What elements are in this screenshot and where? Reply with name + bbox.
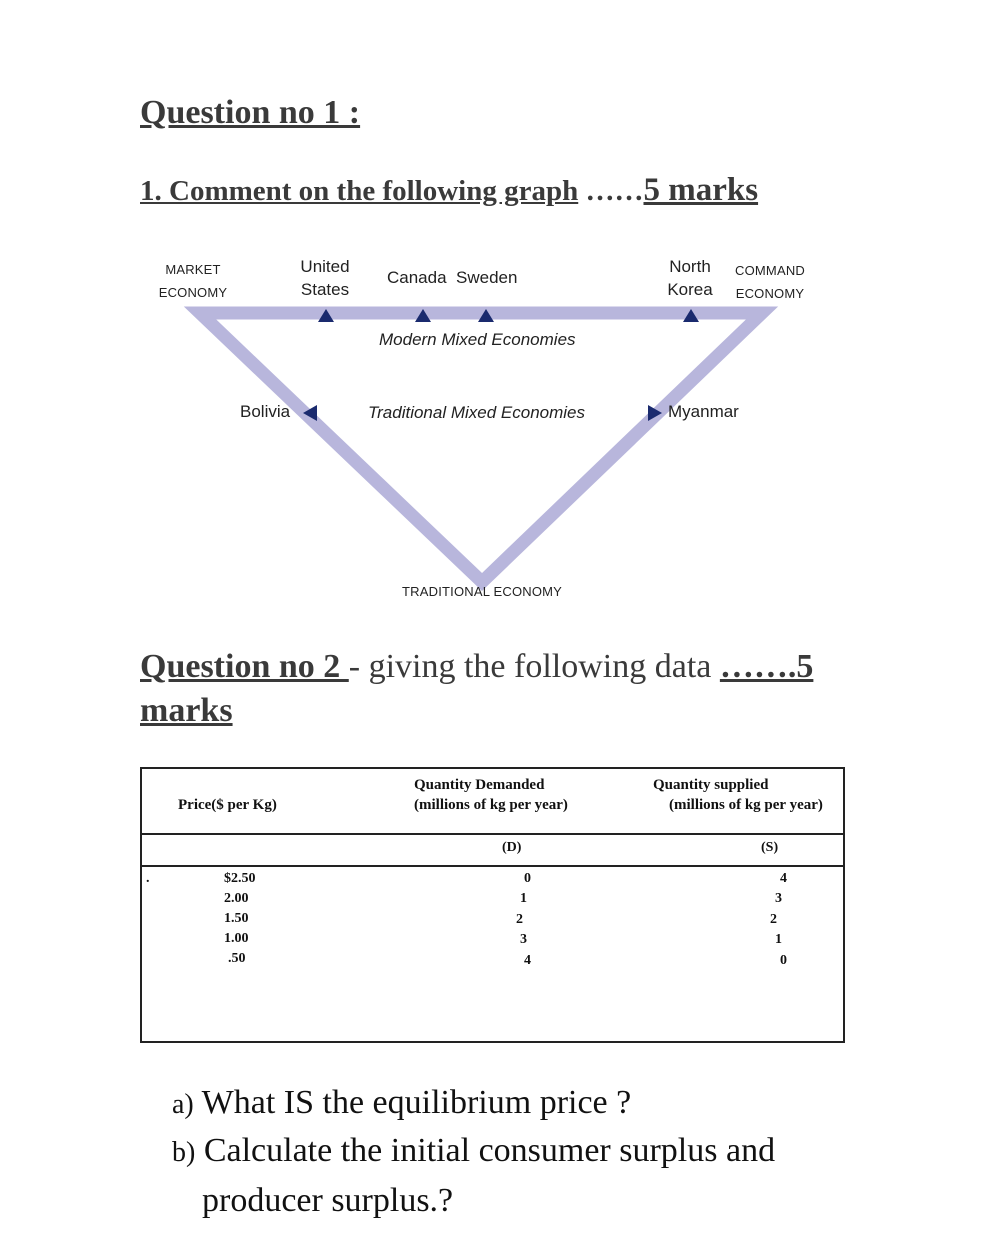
triangle-band — [200, 313, 762, 582]
supplied-value: 4 — [780, 871, 787, 886]
united-states-line2: States — [300, 280, 350, 299]
united-states-label — [292, 255, 358, 301]
market-economy-line1: MARKET — [165, 262, 221, 277]
question-2-marks: …….5 marks — [140, 648, 814, 729]
supply-demand-table — [140, 767, 845, 1043]
header-price: Price($ per Kg) — [178, 797, 277, 813]
price-value: 2.00 — [224, 891, 249, 906]
header-quantity-demanded — [414, 775, 568, 815]
demand-symbol: (D) — [502, 840, 522, 855]
canada-sweden-label: Canada Sweden — [387, 268, 518, 287]
north-korea-label — [658, 255, 722, 301]
price-value: 1.00 — [224, 931, 249, 946]
market-economy-line2: ECONOMY — [158, 285, 228, 300]
table-divider-2 — [142, 865, 843, 867]
header-supplied-line1: Quantity supplied — [653, 777, 769, 793]
modern-mixed-label: Modern Mixed Economies — [379, 330, 576, 349]
question-b — [172, 1128, 775, 1176]
header-supplied-line2: (millions of kg per year) — [669, 797, 823, 813]
traditional-economy-label: TRADITIONAL ECONOMY — [402, 584, 563, 599]
north-korea-line1: North — [669, 257, 711, 276]
question-a — [172, 1080, 775, 1128]
question-1-marks: 5 marks — [643, 172, 759, 208]
command-economy-line1: COMMAND — [734, 263, 805, 278]
header-demanded-line1: Quantity Demanded — [414, 777, 545, 793]
question-2-title: Question no 2 — [140, 648, 349, 685]
price-value: $2.50 — [224, 871, 256, 886]
demanded-value: 0 — [524, 871, 531, 886]
sub-questions — [172, 1080, 775, 1224]
question-2-heading — [140, 645, 860, 733]
question-1-prompt-text: 1. Comment on the following graph — [140, 175, 579, 207]
question-2-text: - giving the following data — [348, 648, 720, 685]
united-states-line1: United — [300, 257, 350, 276]
row-marker: . — [146, 871, 150, 886]
market-economy-label — [158, 258, 228, 304]
demanded-value: 2 — [516, 912, 523, 927]
supplied-value: 3 — [775, 891, 782, 906]
command-economy-label — [728, 259, 812, 305]
question-1-dots: …… — [585, 175, 644, 207]
price-column — [224, 869, 256, 969]
supplied-value: 1 — [775, 932, 782, 947]
header-demanded-line2: (millions of kg per year) — [414, 797, 568, 813]
demanded-value: 3 — [520, 932, 527, 947]
header-quantity-supplied — [653, 775, 823, 815]
question-b-label: b) — [172, 1137, 196, 1168]
bolivia-label: Bolivia — [240, 402, 291, 421]
demanded-value: 4 — [524, 953, 531, 968]
north-korea-line2: Korea — [667, 280, 713, 299]
question-a-text: What IS the equilibrium price ? — [201, 1084, 632, 1121]
demanded-value: 1 — [520, 891, 527, 906]
question-1-heading: Question no 1 : — [140, 94, 361, 131]
question-a-label: a) — [172, 1089, 194, 1120]
supplied-value: 0 — [780, 953, 787, 968]
supplied-value: 2 — [770, 912, 777, 927]
price-value: 1.50 — [224, 911, 249, 926]
question-b-text: Calculate the initial consumer surplus and — [203, 1132, 776, 1169]
supply-symbol: (S) — [761, 840, 779, 855]
myanmar-label: Myanmar — [668, 402, 739, 421]
price-value: .50 — [228, 951, 246, 966]
command-economy-line2: ECONOMY — [735, 286, 805, 301]
table-divider-1 — [142, 833, 843, 835]
traditional-mixed-label: Traditional Mixed Economies — [368, 403, 585, 422]
question-b-continued: producer surplus.? — [202, 1182, 454, 1219]
